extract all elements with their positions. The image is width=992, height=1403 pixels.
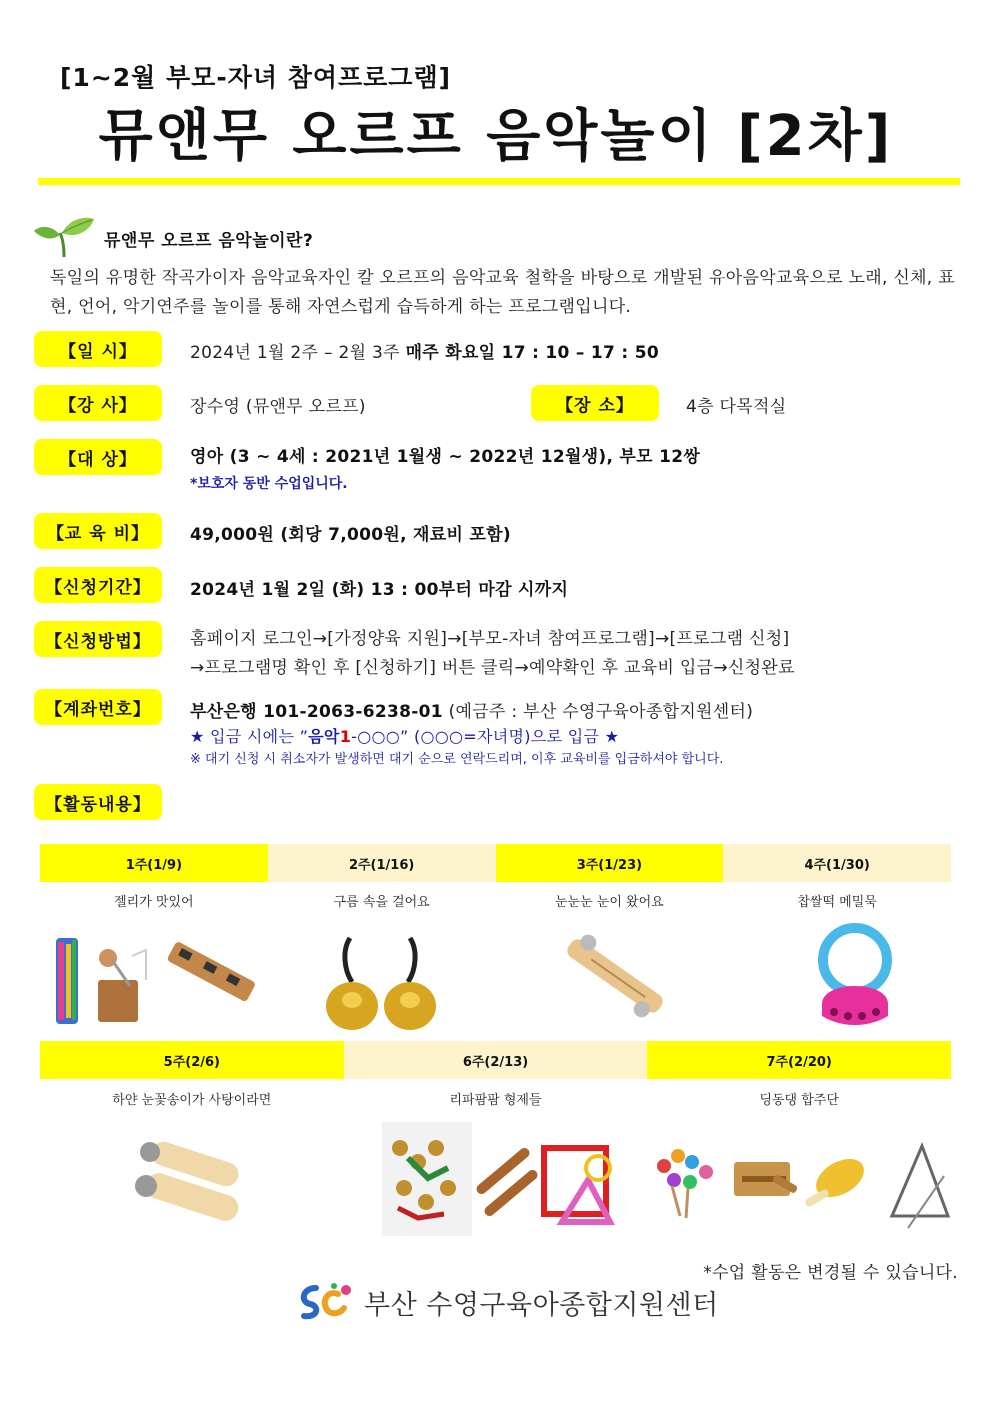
week-2-finger-cymbals-image [322, 930, 442, 1034]
schedule-time: 매주 화요일 17 : 10 – 17 : 50 [405, 343, 659, 363]
week-1-title: 젤리가 맛있어 [114, 895, 194, 910]
week-header-row-2 [40, 1041, 951, 1079]
target-value: 영아 (3 ~ 4세 : 2021년 1월생 ~ 2022년 12월생), 부모 12쌍 [190, 447, 701, 467]
center-logo-icon [296, 1282, 358, 1322]
triangle-instrument-icon [892, 1146, 948, 1228]
week-1-header: 1주(1/9) [40, 844, 268, 882]
bell-stick-icon [558, 928, 671, 1024]
waitlist-note: ※ 대기 신청 시 취소자가 발생하면 대기 순으로 연락드리며, 이후 교육비를 입금하셔야 합니다. [190, 752, 724, 767]
finger-cymbals-icon [326, 938, 436, 1030]
week-1-instruments-image [50, 930, 260, 1030]
schedule-label: 【일 시】 [34, 331, 162, 367]
fee-value: 49,000원 (회당 7,000원, 재료비 포함) [190, 525, 511, 545]
week-7-instruments-image [652, 1136, 952, 1236]
week-4-title: 찹쌀떡 메밀묵 [797, 895, 877, 910]
sprout-icon [34, 217, 96, 259]
week-3-bell-stick-image [556, 928, 674, 1024]
intro-heading-text: 뮤앤무 오르프 음악놀이란? [104, 230, 314, 251]
week-header-row-1 [40, 844, 951, 882]
target-label: 【대 상】 [34, 439, 162, 475]
week-6-instruments-image [378, 1118, 618, 1240]
deposit-instruction: ★ 입금 시에는 ”음악1-○○○” (○○○=자녀명)으로 입금 ★ [190, 727, 620, 746]
page-title: 뮤앤무 오르프 음악놀이 [2차] [98, 104, 894, 169]
week-5-maracas-image [130, 1132, 250, 1232]
method-line-2: →프로그램명 확인 후 [신청하기] 버튼 클릭→예약확인 후 교육비 입금→신청완료 [190, 658, 795, 678]
organization-logo [296, 1282, 719, 1322]
teacher-value: 장수영 (뮤앤무 오르프) [190, 397, 366, 417]
account-number: 부산은행 101-2063-6238-01 [190, 702, 443, 722]
method-line-1: 홈페이지 로그인→[가정양육 지원]→[부모-자녀 참여프로그램]→[프로그램 신청] [190, 629, 790, 649]
place-value: 4층 다목적실 [686, 397, 787, 417]
account-label: 【계좌번호】 [34, 689, 162, 725]
week-4-header: 4주(1/30) [723, 844, 951, 882]
week-3-header: 3주(1/23) [496, 844, 724, 882]
week-6-header: 6주(2/13) [344, 1041, 648, 1079]
castanet-handle-icon [98, 949, 146, 1022]
week-5-title: 하얀 눈꽃송이가 사탕이라면 [112, 1093, 272, 1108]
organization-name: 부산 수영구육아종합지원센터 [364, 1289, 719, 1321]
schedule-dates: 2024년 1월 2주 – 2월 3주 [190, 343, 400, 363]
activity-title-row-2 [40, 1089, 951, 1108]
shaker-egg-icon [804, 1151, 871, 1208]
week-5-header: 5주(2/6) [40, 1041, 344, 1079]
period-label: 【신청기간】 [34, 567, 162, 603]
wood-block-icon [734, 1162, 798, 1196]
week-7-header: 7주(2/20) [647, 1041, 951, 1079]
week-3-title: 눈눈눈 눈이 왔어요 [555, 895, 664, 910]
week-7-title: 딩동댕 합주단 [759, 1093, 839, 1108]
period-value: 2024년 1월 2일 (화) 13 : 00부터 마감 시까지 [190, 580, 569, 600]
week-4-handbell-image [818, 920, 892, 1030]
maracas-icon [135, 1139, 242, 1225]
jingle-bells-icon [382, 1122, 472, 1236]
rhythm-sticks-icon [475, 1146, 540, 1218]
change-notice: *수업 활동은 변경될 수 있습니다. [703, 1263, 958, 1283]
title-underline [38, 178, 960, 185]
intro-description: 독일의 유명한 작곡가이자 음악교육자인 칼 오르프의 음악교육 철학을 바탕으로 개발된 유아음악교육으로 노래, 신체, 표현, 언어, 악기연주를 놀이를 통해 자연스럽게 습득하게 하는 프로그램입니다. [50, 268, 955, 317]
handbell-icon [822, 928, 888, 1025]
week-2-header: 2주(1/16) [268, 844, 496, 882]
triangle-frame-icon [544, 1148, 610, 1222]
guardian-note: *보호자 동반 수업입니다. [190, 476, 348, 492]
activity-title-row-1 [40, 891, 951, 910]
activity-label: 【활동내용】 [34, 784, 162, 820]
tone-bells-icon [657, 1149, 713, 1218]
fee-label: 【교 육 비】 [34, 513, 162, 549]
account-holder: (예금주 : 부산 수영구육아종합지원센터) [448, 702, 754, 722]
week-2-title: 구름 속을 걸어요 [333, 895, 430, 910]
guiro-stick-icon [166, 941, 256, 1003]
intro-heading [34, 218, 313, 258]
account-value [190, 697, 753, 722]
week-6-title: 리파팜팜 형제들 [449, 1093, 542, 1108]
method-label: 【신청방법】 [34, 621, 162, 657]
schedule-value [190, 338, 659, 363]
program-category: [1~2월 부모-자녀 참여프로그램] [60, 63, 452, 92]
place-label: 【장 소】 [531, 385, 659, 421]
teacher-label: 【강 사】 [34, 385, 162, 421]
